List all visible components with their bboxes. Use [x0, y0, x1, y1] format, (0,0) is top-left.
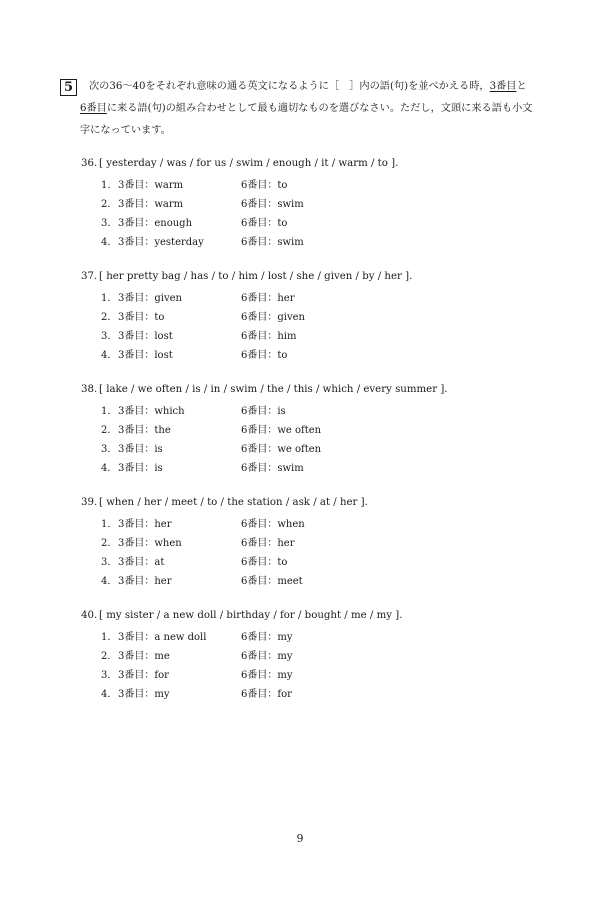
- choice-option[interactable]: [81, 666, 541, 685]
- choice-number: 3．: [101, 331, 118, 342]
- choice-third-word: 3番目：enough: [118, 218, 193, 229]
- choice-option[interactable]: [81, 308, 541, 327]
- choice-sixth-word: 6番目：my: [241, 651, 293, 662]
- choice-third-word: 3番目：warm: [118, 199, 184, 210]
- choice-third-word: 3番目：lost: [118, 331, 173, 342]
- choice-option[interactable]: [81, 289, 541, 308]
- choice-sixth-word: 6番目：her: [241, 538, 295, 549]
- choice-list: [81, 628, 541, 704]
- choice-number: 3．: [101, 218, 118, 229]
- choice-third-word: 3番目：warm: [118, 180, 184, 191]
- choice-sixth-word: 6番目：we often: [241, 425, 322, 436]
- choice-option[interactable]: [81, 440, 541, 459]
- question-words: [ yesterday / was / for us / swim / enough / it / warm / to ].: [99, 158, 399, 169]
- choice-option[interactable]: [81, 421, 541, 440]
- choice-number: 1．: [101, 293, 118, 304]
- question-stem: [81, 157, 541, 171]
- choice-third-word: 3番目：given: [118, 293, 182, 304]
- page-number: 9: [296, 832, 304, 845]
- choice-option[interactable]: [81, 459, 541, 478]
- choice-third-word: 3番目：is: [118, 444, 163, 455]
- question-38: [81, 383, 541, 478]
- question-words: [ lake / we often / is / in / swim / the / this / which / every summer ].: [99, 384, 448, 395]
- choice-number: 3．: [101, 670, 118, 681]
- choice-option[interactable]: [81, 195, 541, 214]
- choice-number: 2．: [101, 425, 118, 436]
- question-number: 39.: [81, 497, 98, 508]
- choice-sixth-word: 6番目：him: [241, 331, 297, 342]
- choice-third-word: 3番目：when: [118, 538, 182, 549]
- choice-sixth-word: 6番目：swim: [241, 463, 304, 474]
- choice-third-word: 3番目：me: [118, 651, 170, 662]
- question-number: 37.: [81, 271, 98, 282]
- choice-sixth-word: 6番目：when: [241, 519, 305, 530]
- choice-third-word: 3番目：is: [118, 463, 163, 474]
- choice-sixth-word: 6番目：is: [241, 406, 286, 417]
- choice-number: 1．: [101, 406, 118, 417]
- choice-list: [81, 402, 541, 478]
- instruction-line-1: [89, 76, 539, 98]
- choice-option[interactable]: [81, 647, 541, 666]
- choice-number: 4．: [101, 689, 118, 700]
- choice-option[interactable]: [81, 534, 541, 553]
- choice-number: 3．: [101, 444, 118, 455]
- choice-sixth-word: 6番目：given: [241, 312, 305, 323]
- choice-option[interactable]: [81, 685, 541, 704]
- question-36: [81, 157, 541, 252]
- choice-list: [81, 176, 541, 252]
- choice-sixth-word: 6番目：we often: [241, 444, 322, 455]
- question-stem: [81, 496, 541, 510]
- choice-number: 1．: [101, 632, 118, 643]
- choice-number: 2．: [101, 199, 118, 210]
- choice-number: 4．: [101, 576, 118, 587]
- choice-third-word: 3番目：lost: [118, 350, 173, 361]
- question-words: [ when / her / meet / to / the station / ask / at / her ].: [99, 497, 368, 508]
- choice-option[interactable]: [81, 572, 541, 591]
- question-words: [ my sister / a new doll / birthday / for / bought / me / my ].: [99, 610, 403, 621]
- choice-third-word: 3番目：to: [118, 312, 165, 323]
- choice-sixth-word: 6番目：meet: [241, 576, 303, 587]
- choice-third-word: 3番目：her: [118, 519, 172, 530]
- question-words: [ her pretty bag / has / to / him / lost / she / given / by / her ].: [99, 271, 413, 282]
- choice-number: 1．: [101, 519, 118, 530]
- choice-option[interactable]: [81, 402, 541, 421]
- question-stem: [81, 383, 541, 397]
- choice-option[interactable]: [81, 176, 541, 195]
- choice-option[interactable]: [81, 515, 541, 534]
- choice-number: 2．: [101, 651, 118, 662]
- choice-number: 4．: [101, 350, 118, 361]
- choice-third-word: 3番目：her: [118, 576, 172, 587]
- choice-sixth-word: 6番目：to: [241, 180, 288, 191]
- section-instructions: [80, 76, 539, 142]
- question-40: [81, 609, 541, 704]
- choice-third-word: 3番目：which: [118, 406, 185, 417]
- instruction-underlined: 6番目: [80, 103, 107, 114]
- choice-sixth-word: 6番目：my: [241, 670, 293, 681]
- choice-option[interactable]: [81, 553, 541, 572]
- choice-sixth-word: 6番目：to: [241, 557, 288, 568]
- choice-number: 4．: [101, 237, 118, 248]
- choice-number: 2．: [101, 312, 118, 323]
- question-stem: [81, 270, 541, 284]
- choice-number: 3．: [101, 557, 118, 568]
- instruction-text: と: [516, 81, 527, 92]
- choice-sixth-word: 6番目：swim: [241, 237, 304, 248]
- choice-sixth-word: 6番目：my: [241, 632, 293, 643]
- instruction-underlined: 3番目: [489, 81, 517, 92]
- instruction-text: に来る語(句)の組み合わせとして最も適切なものを選びなさい。ただし，文頭に来る語も小文: [106, 103, 533, 114]
- choice-option[interactable]: [81, 628, 541, 647]
- choice-option[interactable]: [81, 327, 541, 346]
- choice-sixth-word: 6番目：to: [241, 218, 288, 229]
- choice-sixth-word: 6番目：for: [241, 689, 292, 700]
- question-37: [81, 270, 541, 365]
- choice-third-word: 3番目：at: [118, 557, 165, 568]
- instruction-line-3: 字になっています。: [80, 125, 171, 136]
- choice-sixth-word: 6番目：to: [241, 350, 288, 361]
- choice-option[interactable]: [81, 214, 541, 233]
- choice-third-word: 3番目：yesterday: [118, 237, 204, 248]
- choice-sixth-word: 6番目：her: [241, 293, 295, 304]
- choice-third-word: 3番目：for: [118, 670, 169, 681]
- question-number: 38.: [81, 384, 98, 395]
- choice-option[interactable]: [81, 233, 541, 252]
- choice-list: [81, 289, 541, 365]
- choice-sixth-word: 6番目：swim: [241, 199, 304, 210]
- choice-number: 1．: [101, 180, 118, 191]
- instruction-text: 次の36～40をそれぞれ意味の通る英文になるように［ ］内の語(句)を並べかえる時，: [89, 81, 490, 92]
- question-number: 40.: [81, 610, 98, 621]
- choice-third-word: 3番目：my: [118, 689, 170, 700]
- question-39: [81, 496, 541, 591]
- instruction-line-2: [80, 98, 539, 120]
- question-number: 36.: [81, 158, 98, 169]
- section-number-box: 5: [60, 79, 77, 96]
- question-stem: [81, 609, 541, 623]
- choice-number: 4．: [101, 463, 118, 474]
- choice-third-word: 3番目：the: [118, 425, 171, 436]
- choice-number: 2．: [101, 538, 118, 549]
- choice-third-word: 3番目：a new doll: [118, 632, 207, 643]
- choice-option[interactable]: [81, 346, 541, 365]
- choice-list: [81, 515, 541, 591]
